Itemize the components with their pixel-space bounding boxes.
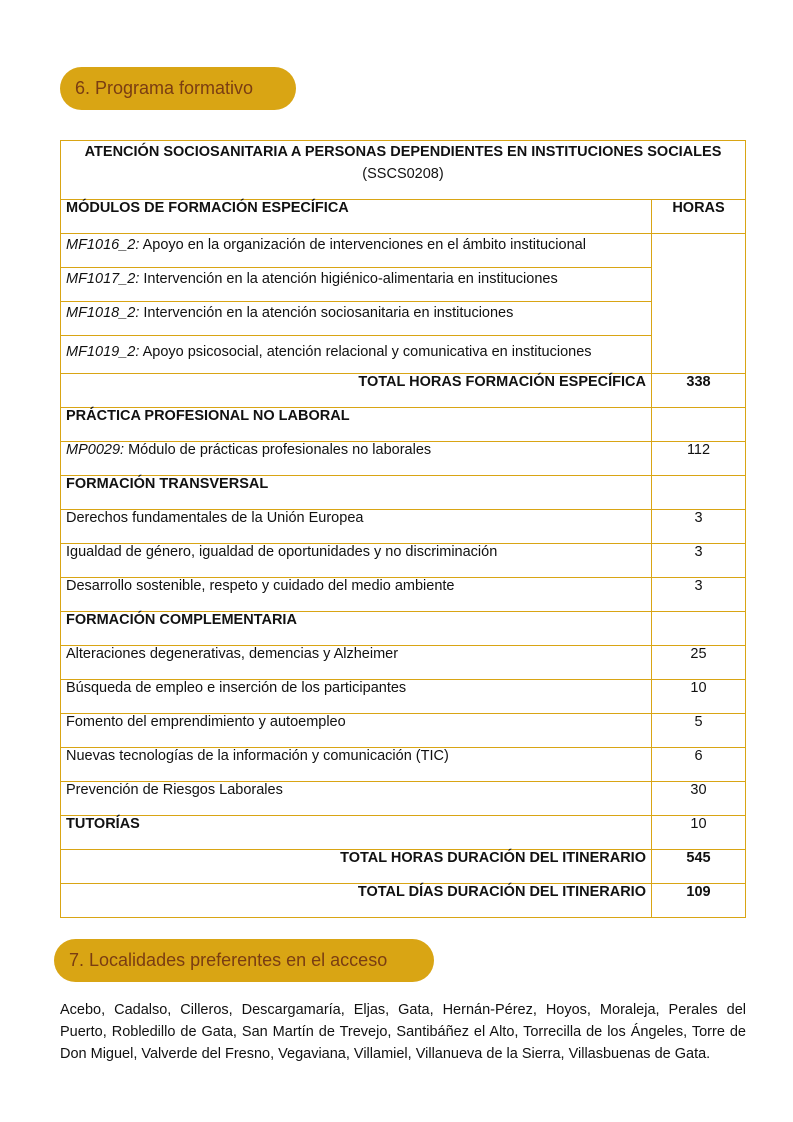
practice-header-hours xyxy=(652,408,746,442)
module-row xyxy=(61,268,746,302)
module-name: Apoyo en la organización de intervenciones en el ámbito institucional xyxy=(142,237,586,253)
complementary-row xyxy=(61,748,746,782)
transversal-header-row xyxy=(61,476,746,510)
module-cell xyxy=(61,234,652,268)
total-specific-row xyxy=(61,374,746,408)
complementary-name: Prevención de Riesgos Laborales xyxy=(61,782,652,816)
module-name: Apoyo psicosocial, atención relacional y comunicativa en instituciones xyxy=(142,344,592,360)
complementary-name: Fomento del emprendimiento y autoempleo xyxy=(61,714,652,748)
tutorias-row xyxy=(61,816,746,850)
transversal-hours: 3 xyxy=(652,544,746,578)
total-hours-row xyxy=(61,850,746,884)
transversal-name: Derechos fundamentales de la Unión Europea xyxy=(61,510,652,544)
complementary-header: FORMACIÓN COMPLEMENTARIA xyxy=(61,612,652,646)
transversal-row xyxy=(61,578,746,612)
header-hours: HORAS xyxy=(652,200,746,234)
module-code: MF1018_2: xyxy=(66,305,140,321)
transversal-header-hours xyxy=(652,476,746,510)
table-title-row xyxy=(61,141,746,200)
section-6-heading: 6. Programa formativo xyxy=(60,67,296,110)
course-title-code: (SSCS0208) xyxy=(362,166,444,182)
complementary-name: Búsqueda de empleo e inserción de los participantes xyxy=(61,680,652,714)
section-7-heading: 7. Localidades preferentes en el acceso xyxy=(54,939,434,982)
transversal-hours: 3 xyxy=(652,510,746,544)
practice-header: PRÁCTICA PROFESIONAL NO LABORAL xyxy=(61,408,652,442)
complementary-hours: 30 xyxy=(652,782,746,816)
complementary-row xyxy=(61,782,746,816)
complementary-header-row xyxy=(61,612,746,646)
tutorias-label: TUTORÍAS xyxy=(61,816,652,850)
practice-code: MP0029: xyxy=(66,442,125,458)
course-title xyxy=(61,141,746,200)
complementary-hours: 5 xyxy=(652,714,746,748)
transversal-row xyxy=(61,544,746,578)
practice-name: Módulo de prácticas profesionales no laborales xyxy=(128,442,432,458)
total-days-value: 109 xyxy=(652,884,746,918)
complementary-row xyxy=(61,646,746,680)
total-hours-value: 545 xyxy=(652,850,746,884)
total-days-row xyxy=(61,884,746,918)
complementary-hours: 10 xyxy=(652,680,746,714)
header-modules: MÓDULOS DE FORMACIÓN ESPECÍFICA xyxy=(61,200,652,234)
complementary-name: Nuevas tecnologías de la información y comunicación (TIC) xyxy=(61,748,652,782)
transversal-header: FORMACIÓN TRANSVERSAL xyxy=(61,476,652,510)
module-row xyxy=(61,234,746,268)
total-specific-label: TOTAL HORAS FORMACIÓN ESPECÍFICA xyxy=(61,374,652,408)
localities-text: Acebo, Cadalso, Cilleros, Descargamaría, Eljas, Gata, Hernán-Pérez, Hoyos, Moraleja, Perales del Puerto, Robledillo de Gata, San Martín de Trevejo, Santibáñez el Alto, Torrecilla de los Ángeles, Torre de Don Miguel, Valverde del Fresno, Vegaviana, Villamiel, Villanueva de la Sierra, Villasbuenas de Gata. xyxy=(60,1002,746,1062)
module-cell xyxy=(61,268,652,302)
transversal-row xyxy=(61,510,746,544)
complementary-hours: 6 xyxy=(652,748,746,782)
complementary-hours: 25 xyxy=(652,646,746,680)
training-program-table xyxy=(60,140,746,918)
total-days-label: TOTAL DÍAS DURACIÓN DEL ITINERARIO xyxy=(61,884,652,918)
module-code: MF1016_2: xyxy=(66,237,140,253)
complementary-row xyxy=(61,680,746,714)
total-specific-value: 338 xyxy=(652,374,746,408)
complementary-row xyxy=(61,714,746,748)
modules-hours-cell xyxy=(652,234,746,374)
practice-header-row xyxy=(61,408,746,442)
complementary-header-hours xyxy=(652,612,746,646)
practice-cell xyxy=(61,442,652,476)
module-name: Intervención en la atención sociosanitaria en instituciones xyxy=(143,305,514,321)
transversal-name: Desarrollo sostenible, respeto y cuidado del medio ambiente xyxy=(61,578,652,612)
transversal-name: Igualdad de género, igualdad de oportunidades y no discriminación xyxy=(61,544,652,578)
module-row xyxy=(61,302,746,336)
module-cell xyxy=(61,302,652,336)
module-row xyxy=(61,336,746,374)
transversal-hours: 3 xyxy=(652,578,746,612)
module-cell xyxy=(61,336,652,374)
total-hours-label: TOTAL HORAS DURACIÓN DEL ITINERARIO xyxy=(61,850,652,884)
complementary-name: Alteraciones degenerativas, demencias y Alzheimer xyxy=(61,646,652,680)
practice-row xyxy=(61,442,746,476)
tutorias-value: 10 xyxy=(652,816,746,850)
course-title-name: ATENCIÓN SOCIOSANITARIA A PERSONAS DEPENDIENTES EN INSTITUCIONES SOCIALES xyxy=(84,144,722,160)
module-name: Intervención en la atención higiénico-alimentaria en instituciones xyxy=(143,271,558,287)
table-header-row xyxy=(61,200,746,234)
module-code: MF1017_2: xyxy=(66,271,140,287)
module-code: MF1019_2: xyxy=(66,344,140,360)
practice-hours: 112 xyxy=(652,442,746,476)
